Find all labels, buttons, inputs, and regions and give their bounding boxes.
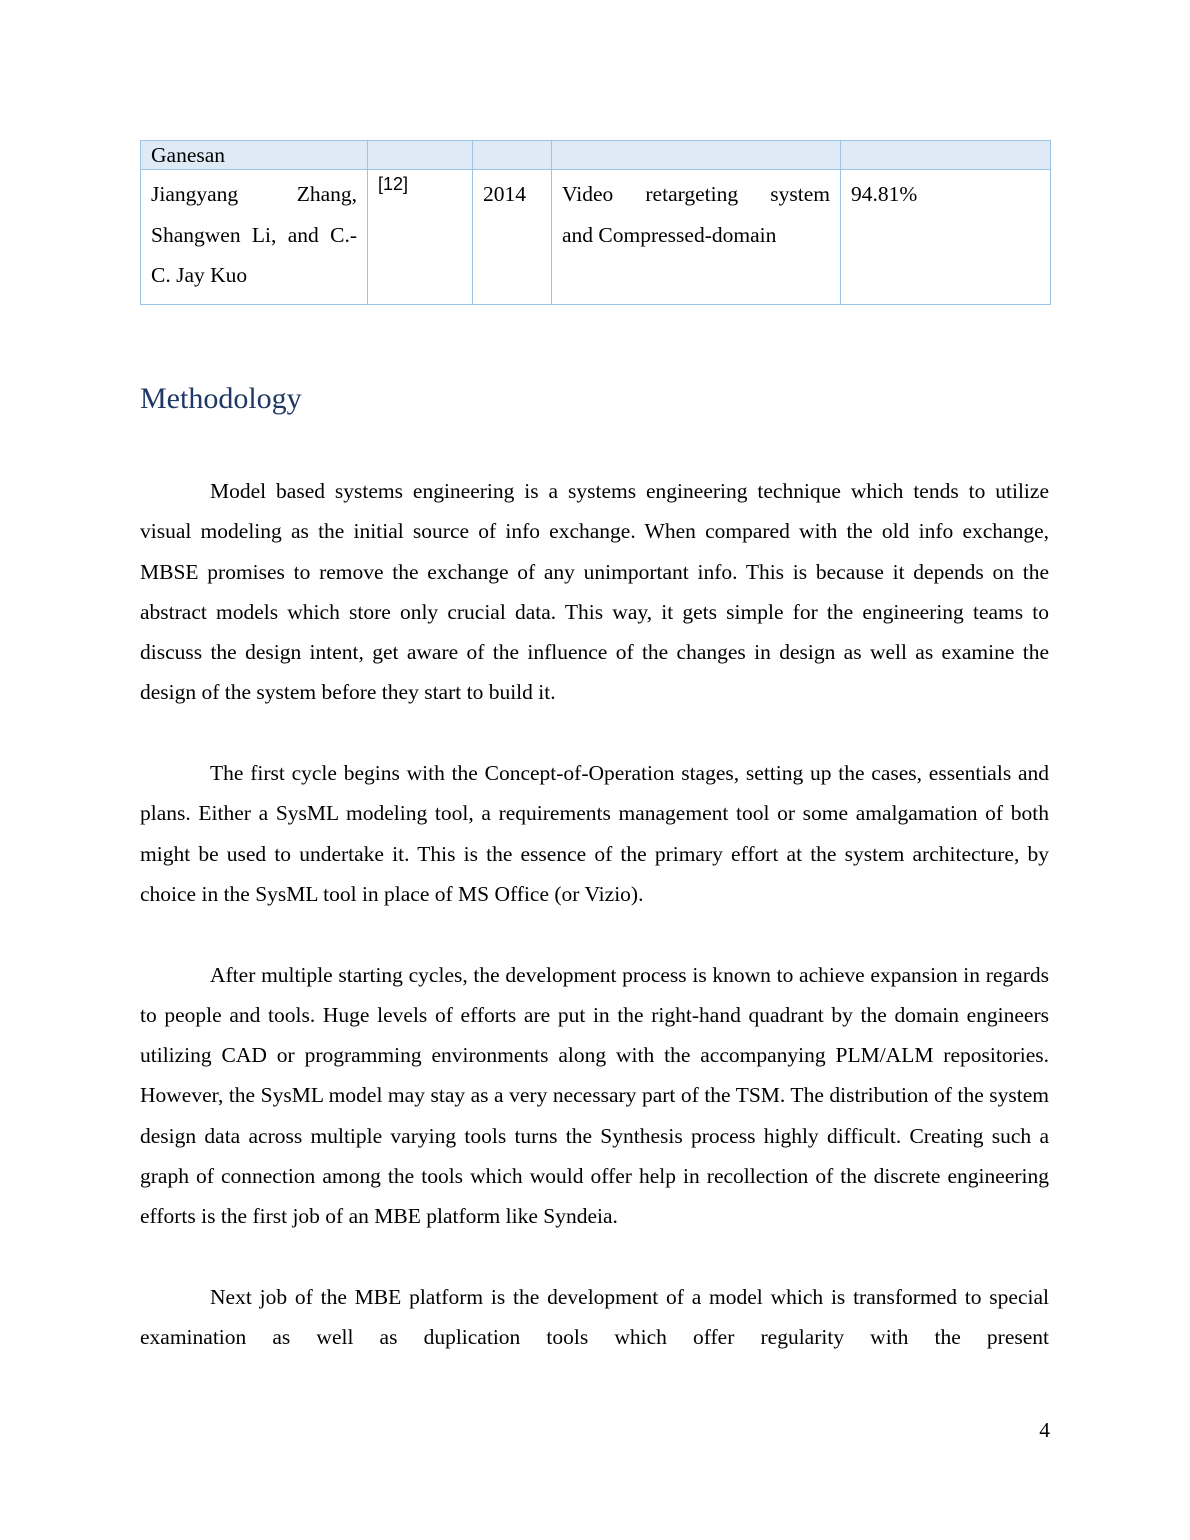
author-line: Shangwen Li, and C.- <box>151 222 357 247</box>
year-cell <box>473 141 552 170</box>
description-cell <box>552 141 841 170</box>
ref-cell: [12] <box>368 170 473 305</box>
literature-table <box>140 140 1051 305</box>
description-cell <box>552 170 841 305</box>
ref-cell <box>368 141 473 170</box>
table-row <box>141 170 1051 305</box>
paragraph: Model based systems engineering is a systems engineering technique which tends to utilize visual modeling as the initial source of info exchange. When compared with the old info exchange, MBSE promises to remove the exchange of any unimportant info. This is because it depends on the abstract models which store only crucial data. This way, it gets simple for the engineering teams to discuss the design intent, get aware of the influence of the changes in design as well as examine the design of the system before they start to build it. <box>140 479 1049 705</box>
accuracy-cell <box>841 141 1051 170</box>
description-line: and Compressed-domain <box>562 222 777 247</box>
author-line: Jiangyang Zhang, <box>151 182 357 206</box>
section-body <box>140 471 1049 1398</box>
year-cell: 2014 <box>473 170 552 305</box>
author-cell: Ganesan <box>141 141 368 170</box>
author-line: C. Jay Kuo <box>151 263 248 287</box>
description-line: Video retargeting system <box>562 182 830 206</box>
page-number: 4 <box>1039 1418 1050 1442</box>
paragraph: After multiple starting cycles, the development process is known to achieve expansion in regards to people and tools. Huge levels of efforts are put in the right-hand quadrant by the domain engineers utilizing CAD or programming environments along with the accompanying PLM/ALM repositories. However, the SysML model may stay as a very necessary part of the TSM. The distribution of the system design data across multiple varying tools turns the Synthesis process highly difficult. Creating such a graph of connection among the tools which would offer help in recollection of the discrete engineering efforts is the first job of an MBE platform like Syndeia. <box>140 962 1049 1229</box>
paragraph: Next job of the MBE platform is the development of a model which is transformed to special examination as well as duplication tools which offer regularity with the present <box>140 1284 1049 1350</box>
section-heading: Methodology <box>140 382 302 415</box>
author-cell <box>141 170 368 305</box>
paragraph: The first cycle begins with the Concept-of-Operation stages, setting up the cases, essentials and plans. Either a SysML modeling tool, a requirements management tool or some amalgamation of both might be used to undertake it. This is the essence of the primary effort at the system architecture, by choice in the SysML tool in place of MS Office (or Vizio). <box>140 761 1049 906</box>
table-row <box>141 141 1051 170</box>
accuracy-cell: 94.81% <box>841 170 1051 305</box>
